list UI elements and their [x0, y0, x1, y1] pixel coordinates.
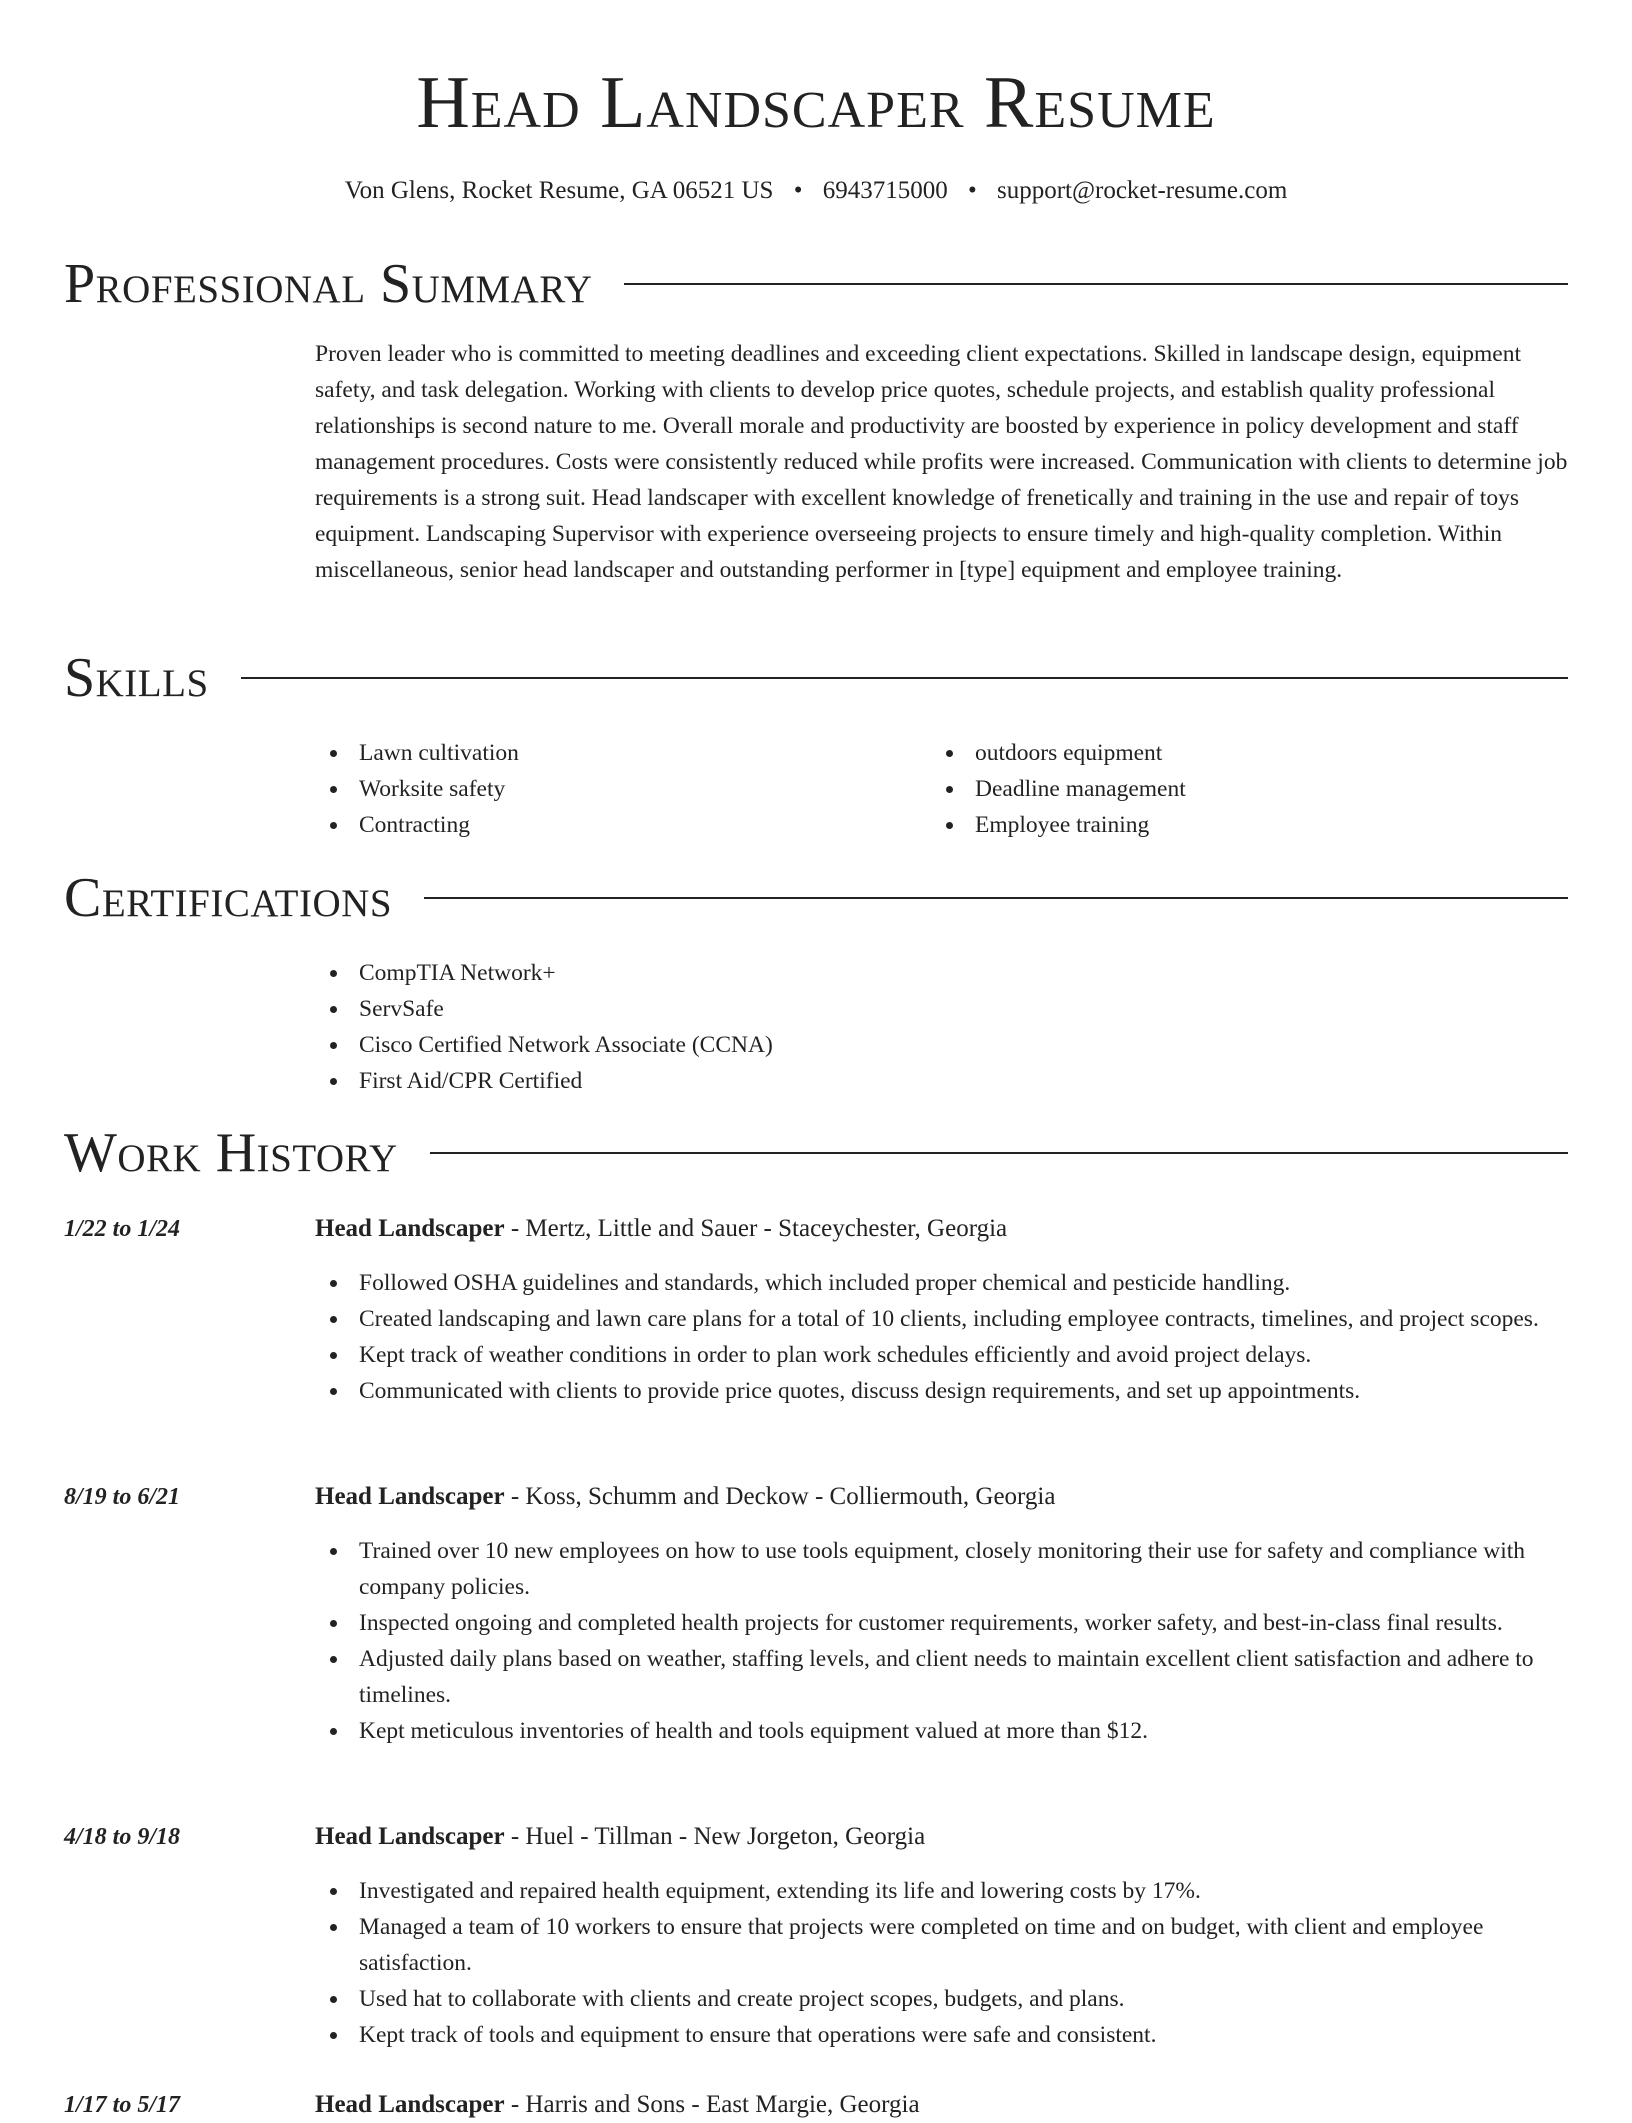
job-heading: [315, 1819, 925, 1855]
job-title: Head Landscaper: [315, 2091, 505, 2118]
job-bullet: Kept meticulous inventories of health and tools equipment valued at more than $12.: [315, 1713, 1585, 1749]
certification-item: Cisco Certified Network Associate (CCNA): [315, 1027, 773, 1063]
contact-phone: 6943715000: [822, 177, 948, 204]
job-bullet: Followed OSHA guidelines and standards, which included proper chemical and pesticide handling.: [315, 1265, 1585, 1301]
job-bullets: [315, 1533, 1585, 1749]
work-history-section-header: [64, 1121, 1568, 1185]
skills-list-right: [931, 735, 1186, 843]
certifications-heading: Certifications: [64, 867, 393, 929]
summary-text: Proven leader who is committed to meeting deadlines and exceeding client expectations. Skilled in landscape design, equipment safety, and task delegation. Working with clients to develop price quotes, schedule projects, and establish quality professional relationships is second nature to me. Overall morale and productivity are boosted by experience in policy development and staff management procedures. Costs were consistently reduced while profits were increased. Communication with clients to determine job requirements is a strong suit. Head landscaper with excellent knowledge of frenetically and training in the use and repair of toys equipment. Landscaping Supervisor with experience overseeing projects to ensure timely and high-quality completion. Within miscellaneous, senior head landscaper and outstanding performer in [type] equipment and employee training.: [315, 341, 1568, 583]
contact-email: support@rocket-resume.com: [996, 177, 1288, 204]
section-divider: [624, 283, 1568, 285]
job-employer: - Huel - Tillman - New Jorgeton, Georgia: [504, 1823, 926, 1850]
job-employer: - Harris and Sons - East Margie, Georgia: [504, 2091, 920, 2118]
job-employer: - Mertz, Little and Sauer - Staceychester, Georgia: [504, 1215, 1008, 1242]
certification-item: CompTIA Network+: [315, 955, 773, 991]
job-bullet: Inspected ongoing and completed health projects for customer requirements, worker safety, and best-in-class final results.: [315, 1605, 1585, 1641]
job-dates: 8/19 to 6/21: [64, 1484, 181, 1510]
certification-item: First Aid/CPR Certified: [315, 1063, 773, 1099]
job-bullet: Managed a team of 10 workers to ensure that projects were completed on time and on budget, with client and employee satisfaction.: [315, 1909, 1585, 1981]
job-dates: 1/17 to 5/17: [64, 2092, 181, 2118]
job-dates: 4/18 to 9/18: [64, 1824, 181, 1850]
job-bullets: [315, 1265, 1585, 1409]
section-divider: [241, 677, 1568, 679]
resume-title: Head Landscaper Resume: [416, 62, 1216, 144]
skills-heading: Skills: [64, 647, 209, 709]
skill-item: outdoors equipment: [931, 735, 1186, 771]
certifications-list: [315, 955, 773, 1099]
certification-item: ServSafe: [315, 991, 773, 1027]
job-bullet: Adjusted daily plans based on weather, staffing levels, and client needs to maintain excellent client satisfaction and adhere to timelines.: [315, 1641, 1585, 1713]
job-bullet: Communicated with clients to provide price quotes, discuss design requirements, and set up appointments.: [315, 1373, 1585, 1409]
skill-item: Lawn cultivation: [315, 735, 519, 771]
job-heading: [315, 2087, 920, 2123]
skill-item: Contracting: [315, 807, 519, 843]
job-bullet: Trained over 10 new employees on how to use tools equipment, closely monitoring their use for safety and compliance with company policies.: [315, 1533, 1585, 1605]
job-dates: 1/22 to 1/24: [64, 1216, 181, 1242]
contact-address: Von Glens, Rocket Resume, GA 06521 US: [344, 177, 774, 204]
section-divider: [430, 1152, 1568, 1154]
summary-section-header: [64, 252, 1568, 316]
job-heading: [315, 1479, 1055, 1515]
section-divider: [424, 897, 1568, 899]
skill-item: Employee training: [931, 807, 1186, 843]
contact-line: [0, 174, 1632, 208]
job-title: Head Landscaper: [315, 1483, 505, 1510]
skills-list-left: [315, 735, 519, 843]
job-bullet: Investigated and repaired health equipment, extending its life and lowering costs by 17%.: [315, 1873, 1585, 1909]
job-employer: - Koss, Schumm and Deckow - Colliermouth, Georgia: [504, 1483, 1056, 1510]
job-bullets: [315, 1873, 1585, 2053]
job-bullet: Kept track of weather conditions in order to plan work schedules efficiently and avoid project delays.: [315, 1337, 1585, 1373]
job-title: Head Landscaper: [315, 1215, 505, 1242]
summary-heading: Professional Summary: [64, 253, 593, 315]
certifications-section-header: [64, 866, 1568, 930]
contact-separator: •: [793, 177, 803, 204]
job-bullet: Kept track of tools and equipment to ensure that operations were safe and consistent.: [315, 2017, 1585, 2053]
job-heading: [315, 1211, 1007, 1247]
job-bullet: Created landscaping and lawn care plans for a total of 10 clients, including employee contracts, timelines, and project scopes.: [315, 1301, 1585, 1337]
job-title: Head Landscaper: [315, 1823, 505, 1850]
skills-section-header: [64, 646, 1568, 710]
job-bullet: Used hat to collaborate with clients and create project scopes, budgets, and plans.: [315, 1981, 1585, 2017]
skill-item: Deadline management: [931, 771, 1186, 807]
contact-separator: •: [967, 177, 977, 204]
skill-item: Worksite safety: [315, 771, 519, 807]
work-history-heading: Work History: [64, 1122, 398, 1184]
